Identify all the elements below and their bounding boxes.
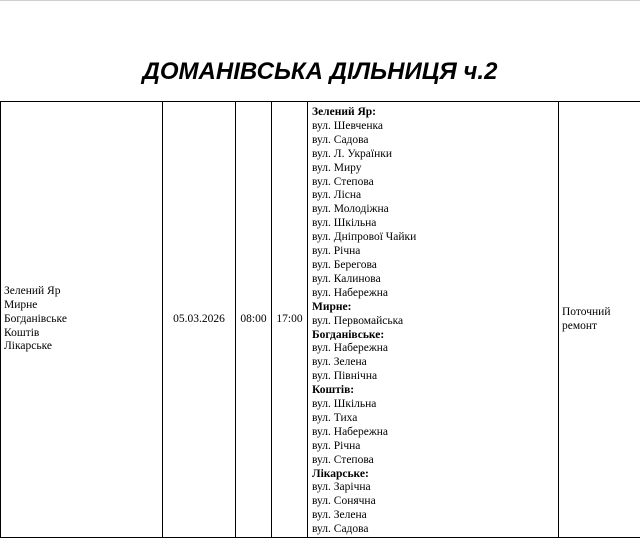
street-item: вул. Лісна [312, 189, 362, 202]
street-group-name: Мирне: [312, 300, 352, 313]
street-item: вул. Первомайська [312, 314, 404, 327]
street-item: вул. Набережна [312, 286, 389, 299]
settlement-item: Мирне [4, 298, 38, 311]
street-item: вул. Л. Українки [312, 147, 392, 160]
date-cell: 05.03.2026 [163, 102, 236, 538]
work-type-cell: Поточний ремонт [559, 102, 640, 538]
page-title: ДОМАНІВСЬКА ДІЛЬНИЦЯ ч.2 [142, 58, 498, 85]
settlement-item: Богданівське [4, 312, 67, 325]
end-time-cell: 17:00 [272, 102, 308, 538]
street-item: вул. Дніпрової Чайки [312, 231, 417, 244]
street-item: вул. Шевченка [312, 119, 384, 132]
street-item: вул. Степова [312, 453, 374, 466]
street-item: вул. Сонячна [312, 495, 376, 508]
street-item: вул. Північна [312, 370, 378, 383]
street-item: вул. Калинова [312, 272, 381, 285]
street-item: вул. Миру [312, 161, 362, 174]
street-group-name: Лікарське: [312, 467, 369, 480]
street-item: вул. Річна [312, 245, 361, 258]
street-item: вул. Зарічна [312, 481, 371, 494]
street-item: вул. Тиха [312, 411, 358, 424]
settlement-item: Коштів [4, 326, 40, 339]
settlement-item: Зелений Яр [4, 284, 61, 297]
street-item: вул. Шкільна [312, 217, 377, 230]
page-top-border [0, 0, 640, 1]
street-item: вул. Набережна [312, 342, 389, 355]
table-row [1, 102, 640, 538]
schedule-table [0, 101, 640, 538]
start-time-cell: 08:00 [236, 102, 272, 538]
settlement-item: Лікарське [4, 340, 53, 353]
street-item: вул. Садова [312, 133, 369, 146]
street-group-name: Зелений Яр: [312, 106, 377, 118]
street-item: вул. Зелена [312, 356, 367, 369]
street-item: вул. Берегова [312, 258, 377, 271]
street-group-name: Коштів: [312, 384, 355, 397]
streets-cell [308, 102, 559, 538]
street-item: вул. Набережна [312, 425, 389, 438]
street-item: вул. Молодіжна [312, 203, 389, 216]
settlements-list [4, 285, 162, 355]
street-item: вул. Степова [312, 175, 374, 188]
street-group-name: Богданівське: [312, 328, 385, 341]
street-item: вул. Шкільна [312, 398, 377, 411]
streets-list [312, 106, 558, 537]
street-item: вул. Садова [312, 523, 369, 536]
settlements-cell [1, 102, 163, 538]
street-item: вул. Річна [312, 439, 361, 452]
street-item: вул. Зелена [312, 509, 367, 522]
